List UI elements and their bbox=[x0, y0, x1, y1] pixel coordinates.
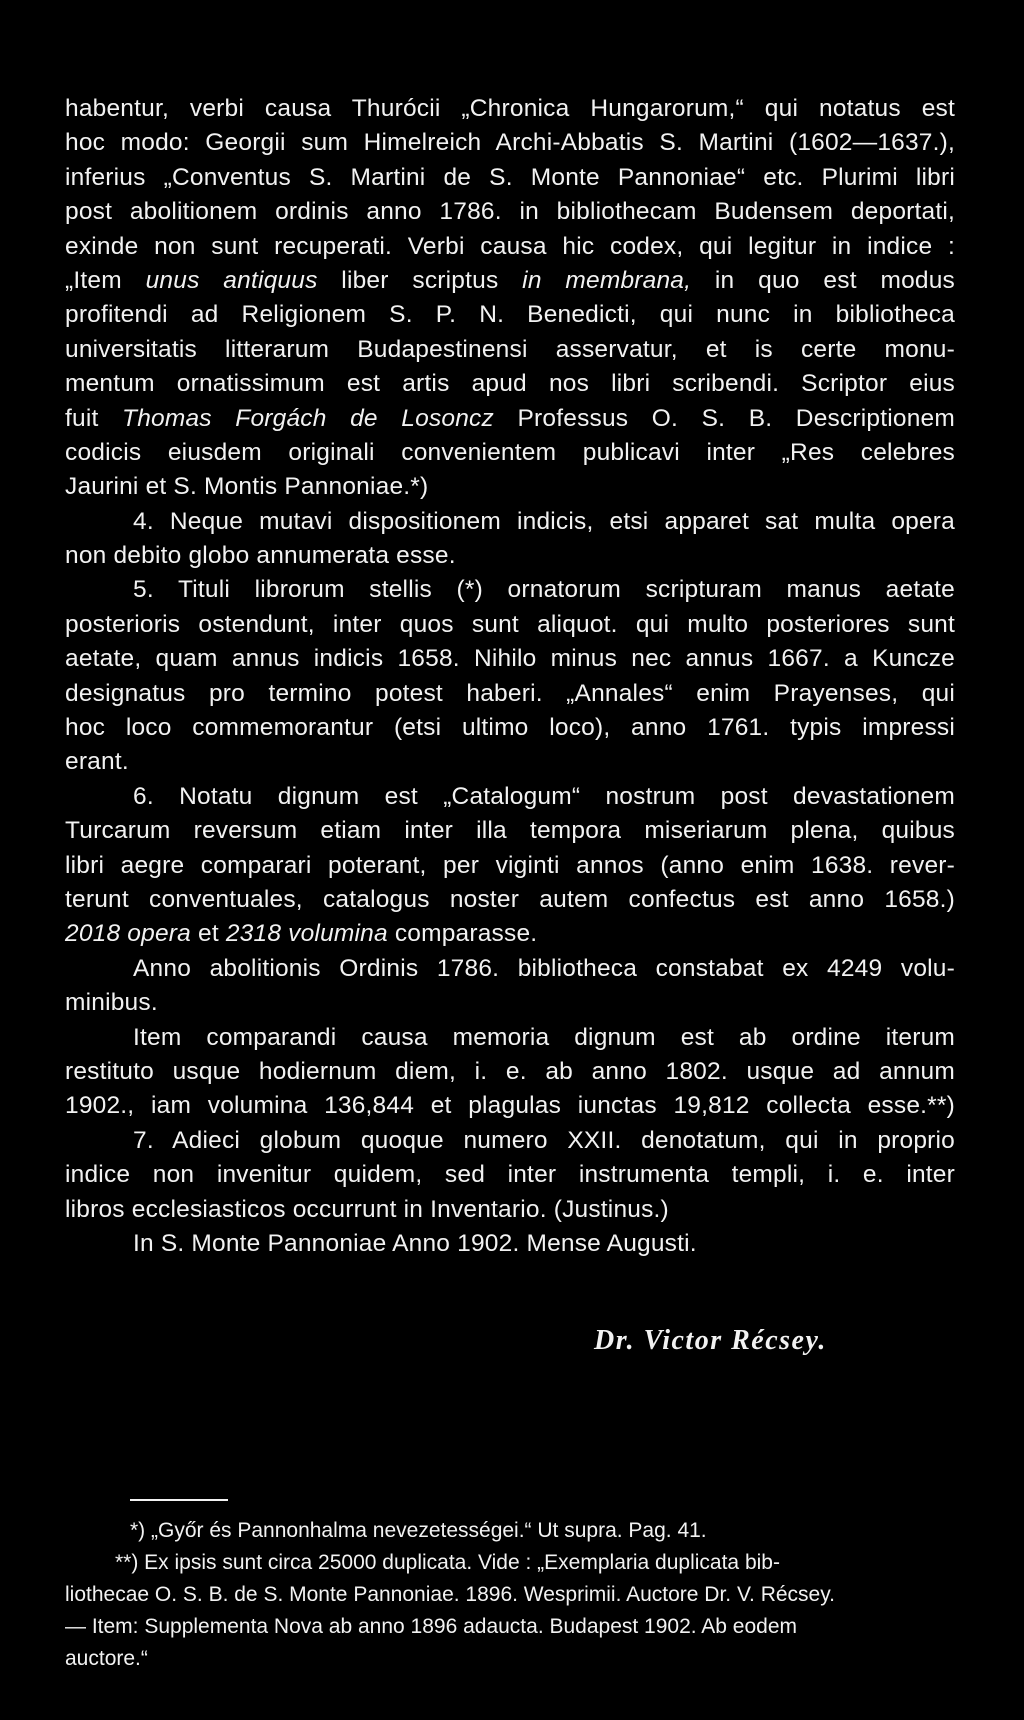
text-line: 4. Neque mutavi dispositionem indicis, etsi apparet sat multa opera bbox=[133, 507, 955, 535]
text-line: Turcarum reversum etiam inter illa tempora miseriarum plena, quibus bbox=[65, 817, 955, 845]
footnotes bbox=[65, 1515, 955, 1675]
text-line bbox=[65, 264, 955, 298]
text-line: In S. Monte Pannoniae Anno 1902. Mense Augusti. bbox=[133, 1229, 697, 1257]
text-line: 1902., iam volumina 136,844 et plagulas iunctas 19,812 collecta esse.**) bbox=[65, 1092, 955, 1120]
text-line: posterioris ostendunt, inter quos sunt aliquot. qui multo posteriores sunt bbox=[65, 610, 955, 638]
text-line: 7. Adieci globum quoque numero XXII. denotatum, qui in proprio bbox=[133, 1126, 955, 1154]
text-line: hoc loco commemorantur (etsi ultimo loco), anno 1761. typis impressi bbox=[65, 714, 955, 742]
text-line: minibus. bbox=[65, 989, 158, 1017]
text-line: 6. Notatu dignum est „Catalogum“ nostrum post devastationem bbox=[133, 782, 955, 810]
signature: Dr. Victor Récsey. bbox=[594, 1325, 827, 1356]
text-line: aetate, quam annus indicis 1658. Nihilo minus nec annus 1667. a Kuncze bbox=[65, 645, 955, 673]
text-span: Professus O. S. B. Descriptionem bbox=[493, 404, 955, 432]
text-line: habentur, verbi causa Thurócii „Chronica Hungarorum,“ qui notatus est bbox=[65, 95, 955, 122]
text-line: inferius „Conventus S. Martini de S. Monte Pannoniae“ etc. Plurimi libri bbox=[65, 163, 955, 191]
text-line: Item comparandi causa memoria dignum est ab ordine iterum bbox=[133, 1023, 955, 1051]
text-line: libri aegre comparari poterant, per viginti annos (anno enim 1638. rever- bbox=[65, 851, 955, 879]
text-span: fuit bbox=[65, 404, 123, 432]
italic-span: 2318 volumina bbox=[225, 920, 388, 948]
text-line: codicis eiusdem originali convenientem publicavi inter „Res celebres bbox=[65, 438, 955, 466]
text-line: designatus pro termino potest haberi. „Annales“ enim Prayenses, qui bbox=[65, 679, 955, 707]
text-line: exinde non sunt recuperati. Verbi causa hic codex, qui legitur in indice : bbox=[65, 232, 955, 260]
text-span: et bbox=[190, 920, 226, 948]
footnote-line: **) Ex ipsis sunt circa 25000 duplicata. Vide : „Exemplaria duplicata bib- bbox=[115, 1551, 780, 1574]
text-line: restituto usque hodiernum diem, i. e. ab anno 1802. usque ad annum bbox=[65, 1057, 955, 1085]
text-line: non debito globo annumerata esse. bbox=[65, 542, 456, 570]
footnote-divider bbox=[130, 1499, 228, 1501]
footnote-line: liothecae O. S. B. de S. Monte Pannoniae. 1896. Wesprimii. Auctore Dr. V. Récsey. bbox=[65, 1583, 836, 1606]
footnote-line: auctore.“ bbox=[65, 1647, 148, 1670]
text-line: universitatis litterarum Budapestinensi asservatur, et is certe monu- bbox=[65, 335, 955, 363]
text-line: 5. Tituli librorum stellis (*) ornatorum scripturam manus aetate bbox=[133, 576, 955, 604]
italic-span: in membrana, bbox=[522, 266, 692, 294]
main-text bbox=[65, 92, 955, 1261]
text-line: hoc modo: Georgii sum Himelreich Archi-Abbatis S. Martini (1602—1637.), bbox=[65, 129, 955, 157]
text-span: comparasse. bbox=[387, 920, 538, 948]
text-line: Anno abolitionis Ordinis 1786. bibliotheca constabat ex 4249 volu- bbox=[133, 954, 955, 982]
footnote-line: — Item: Supplementa Nova ab anno 1896 adaucta. Budapest 1902. Ab eodem bbox=[65, 1615, 798, 1638]
text-line bbox=[65, 402, 955, 436]
text-line bbox=[65, 917, 955, 951]
text-line: terunt conventuales, catalogus noster autem confectus est anno 1658.) bbox=[65, 885, 955, 913]
text-span: in quo est modus bbox=[691, 266, 956, 294]
text-line: erant. bbox=[65, 748, 129, 776]
text-line: post abolitionem ordinis anno 1786. in bibliothecam Budensem deportati, bbox=[65, 198, 955, 226]
text-span: liber scriptus bbox=[317, 266, 523, 294]
text-line: mentum ornatissimum est artis apud nos libri scribendi. Scriptor eius bbox=[65, 370, 955, 398]
text-span: „Item bbox=[65, 266, 146, 294]
footnote-line: *) „Győr és Pannonhalma nevezetességei.“ Ut supra. Pag. 41. bbox=[130, 1519, 707, 1542]
italic-span: unus antiquus bbox=[145, 266, 318, 294]
italic-span: 2018 opera bbox=[65, 920, 191, 948]
text-line: indice non invenitur quidem, sed inter instrumenta templi, i. e. inter bbox=[65, 1161, 955, 1189]
text-line: libros ecclesiasticos occurrunt in Inventario. (Justinus.) bbox=[65, 1195, 669, 1223]
text-line: Jaurini et S. Montis Pannoniae.*) bbox=[65, 473, 429, 501]
text-line: profitendi ad Religionem S. P. N. Benedicti, qui nunc in bibliotheca bbox=[65, 301, 955, 329]
italic-span: Thomas Forgách de Losoncz bbox=[122, 404, 494, 432]
